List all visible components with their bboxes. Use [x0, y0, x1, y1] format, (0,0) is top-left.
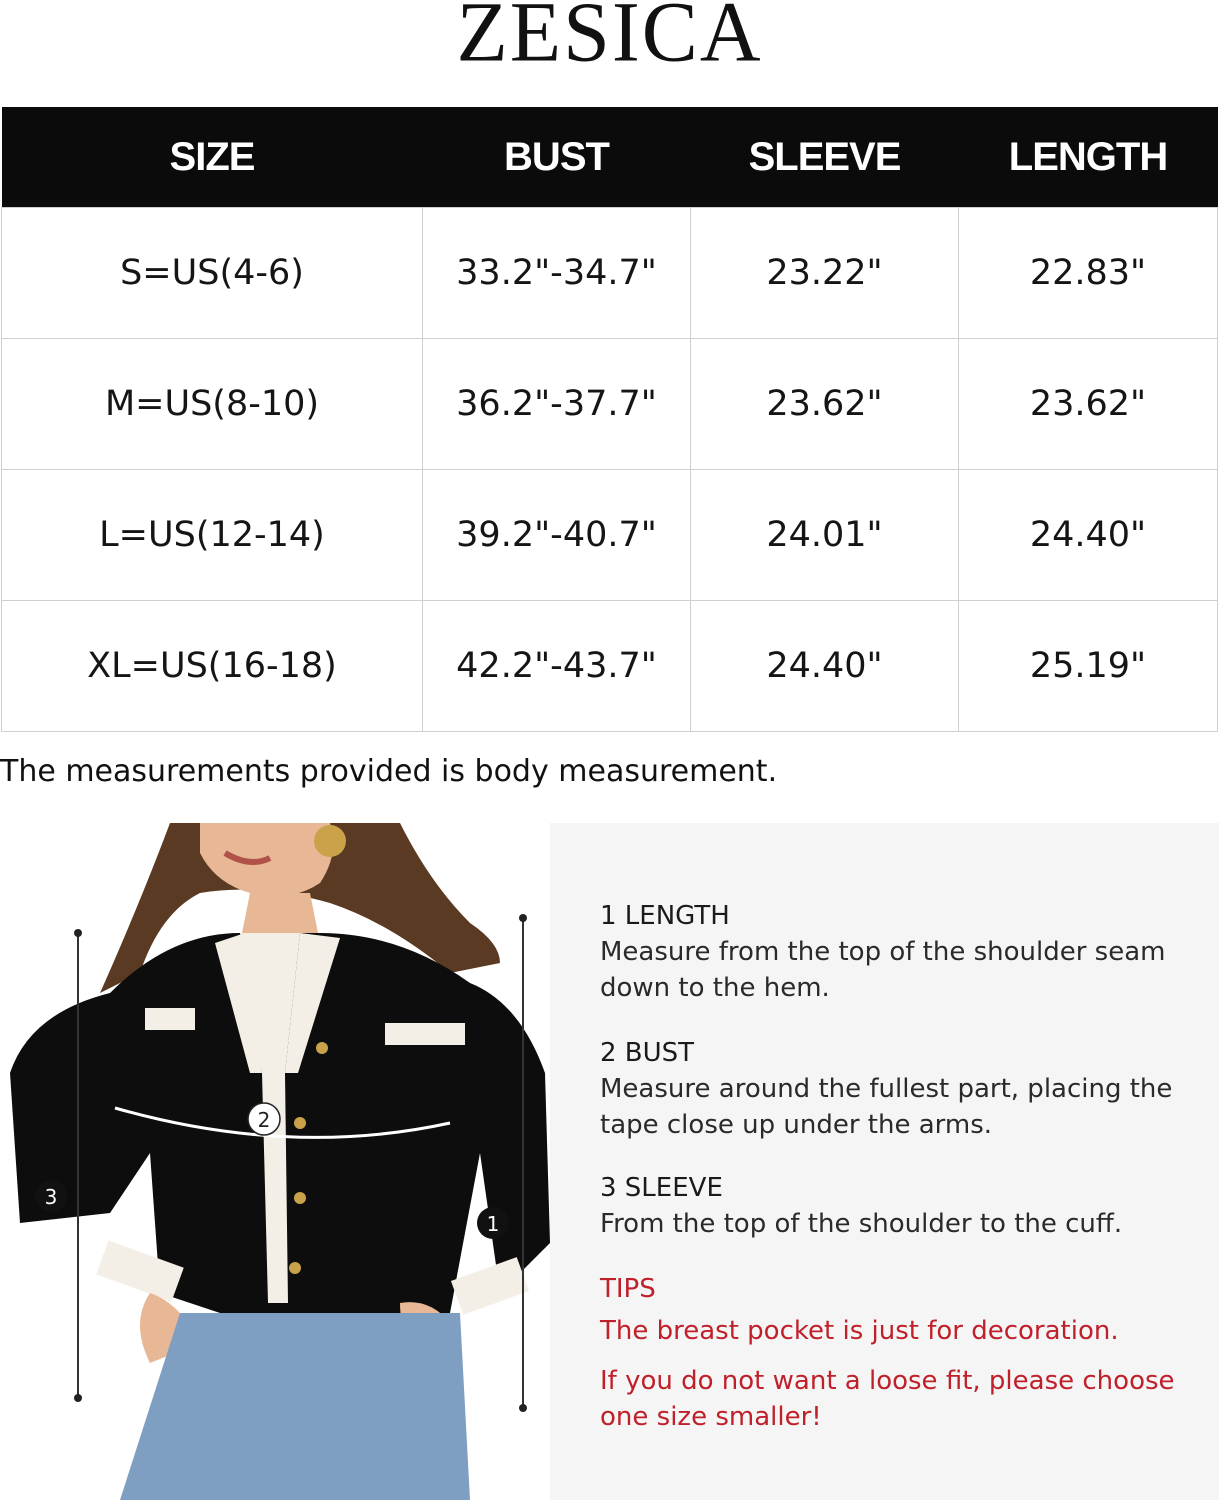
guide-bust-title: 2 BUST [600, 1038, 695, 1068]
measurement-note: The measurements provided is body measurement. [0, 754, 778, 789]
cell-bust: 42.2"-43.7" [423, 601, 691, 732]
table-header-row [2, 107, 1218, 208]
cell-length: 22.83" [959, 208, 1218, 339]
right-cuff-trim [451, 1257, 529, 1315]
tips-line-1: The breast pocket is just for decoration. [600, 1316, 1119, 1346]
cell-bust: 36.2"-37.7" [423, 339, 691, 470]
marker-1 [477, 1207, 509, 1239]
tips-section [600, 1271, 1200, 1435]
model-photo [0, 823, 550, 1500]
cell-length: 24.40" [959, 470, 1218, 601]
earring-icon [314, 825, 346, 857]
size-chart-table [1, 107, 1218, 732]
tips-line-2: If you do not want a loose fit, please choose one size smaller! [600, 1366, 1175, 1432]
table-row [2, 339, 1218, 470]
cell-length: 23.62" [959, 339, 1218, 470]
guide-sleeve [600, 1170, 1200, 1242]
svg-text:3: 3 [44, 1185, 58, 1209]
cardigan-illustration [0, 823, 550, 1500]
brand-name: ZESICA [456, 0, 763, 80]
button-icon [289, 1262, 301, 1274]
line-end-dot [74, 929, 82, 937]
button-icon [294, 1192, 306, 1204]
cell-size: S=US(4-6) [2, 208, 423, 339]
cell-bust: 39.2"-40.7" [423, 470, 691, 601]
right-pocket-flap [385, 1023, 465, 1045]
line-end-dot [519, 914, 527, 922]
left-pocket-flap [145, 1008, 195, 1030]
line-end-dot [74, 1394, 82, 1402]
header-sleeve: SLEEVE [691, 107, 959, 208]
table-row [2, 601, 1218, 732]
marker-3 [35, 1180, 67, 1212]
tips-title: TIPS [600, 1274, 656, 1304]
button-icon [316, 1042, 328, 1054]
guide-sleeve-text: From the top of the shoulder to the cuff. [600, 1209, 1123, 1239]
brand-logo [0, 0, 1219, 100]
header-bust: BUST [423, 107, 691, 208]
jeans-shape [120, 1313, 470, 1500]
measure-guide-panel [550, 823, 1219, 1500]
cell-bust: 33.2"-34.7" [423, 208, 691, 339]
line-end-dot [519, 1404, 527, 1412]
guide-length [600, 898, 1200, 1006]
guide-sleeve-title: 3 SLEEVE [600, 1173, 723, 1203]
marker-2 [248, 1103, 280, 1135]
guide-bust-text: Measure around the fullest part, placing the tape close up under the arms. [600, 1074, 1173, 1140]
cell-size: XL=US(16-18) [2, 601, 423, 732]
cell-sleeve: 23.22" [691, 208, 959, 339]
guide-bust [600, 1035, 1200, 1143]
guide-length-text: Measure from the top of the shoulder seam down to the hem. [600, 937, 1166, 1003]
cell-sleeve: 23.62" [691, 339, 959, 470]
button-icon [294, 1117, 306, 1129]
header-size: SIZE [2, 107, 423, 208]
header-length: LENGTH [959, 107, 1218, 208]
cell-sleeve: 24.40" [691, 601, 959, 732]
cell-size: L=US(12-14) [2, 470, 423, 601]
cell-sleeve: 24.01" [691, 470, 959, 601]
cell-size: M=US(8-10) [2, 339, 423, 470]
table-row [2, 470, 1218, 601]
svg-text:2: 2 [257, 1108, 271, 1132]
svg-text:1: 1 [486, 1212, 500, 1236]
cell-length: 25.19" [959, 601, 1218, 732]
guide-length-title: 1 LENGTH [600, 901, 730, 931]
table-row [2, 208, 1218, 339]
